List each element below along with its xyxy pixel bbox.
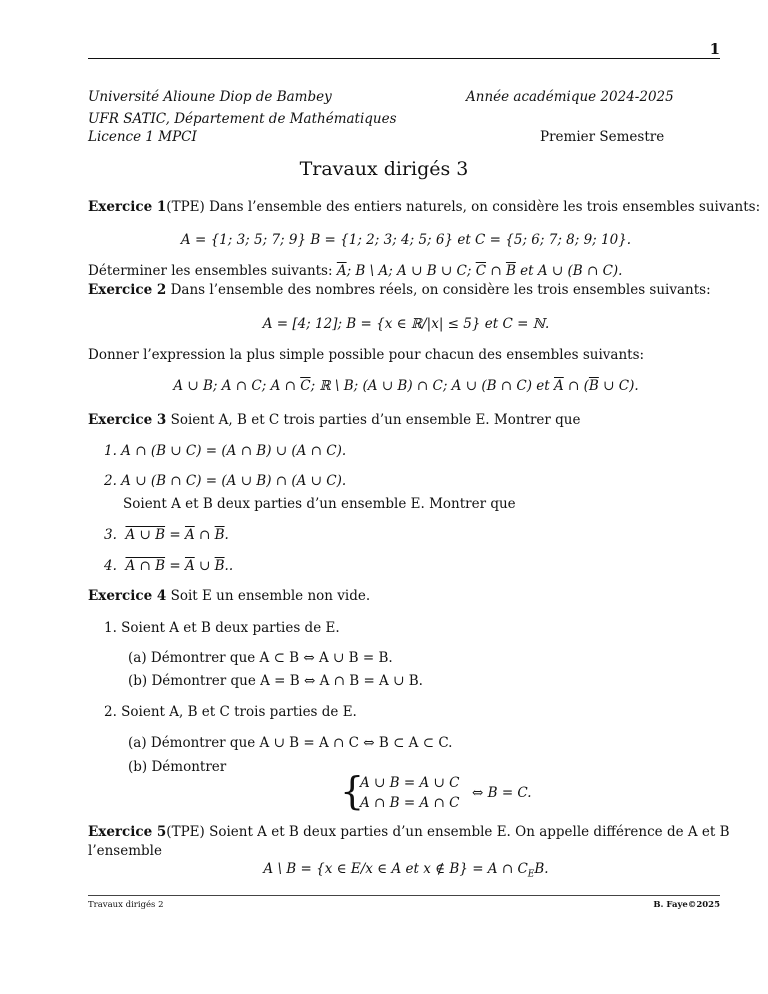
exercise-2-intro	[88, 282, 711, 298]
complement-a: $\overline{A}$	[184, 558, 195, 574]
expr-complement-a: $\overline{A}$	[554, 378, 564, 394]
definition-text: A \ B = {x ∈ E/x ∈ A et x ∉ B} = A ∩ C	[263, 861, 528, 877]
expr-part-b: ; ℝ \ B; (A ∪ B) ∩ C; A ∪ (B ∩ C) et	[310, 378, 554, 394]
expr-complement-b: $\overline{B}$	[588, 378, 599, 394]
page-title: Travaux dirigés 3	[299, 158, 469, 180]
footer-rule	[88, 895, 720, 896]
exercise-4-item-2: 2. Soient A, B et C trois parties de E.	[104, 704, 357, 720]
exercise-4-item-2b: (b) Démontrer	[128, 759, 227, 775]
exercise-3-item-1: 1. A ∩ (B ∪ C) = (A ∩ B) ∪ (A ∩ C).	[104, 443, 347, 459]
exercise-4-intro	[88, 588, 370, 604]
intersection-complement: A ∩ B	[125, 558, 166, 574]
department: UFR SATIC, Département de Mathématiques	[88, 111, 397, 127]
exercise-3-item-2: 2. A ∪ (B ∩ C) = (A ∪ B) ∩ (A ∪ C).	[104, 473, 347, 489]
exercise-2-expressions	[0, 378, 768, 394]
exercise-1-sets: A = {1; 3; 5; 7; 9} B = {1; 2; 3; 4; 5; 6} et C = {5; 6; 7; 8; 9; 10}.	[180, 232, 632, 248]
exercise-4-item-1: 1. Soient A et B deux parties de E.	[104, 620, 340, 636]
exercise-3-sub-intro: Soient A et B deux parties d’un ensemble E. Montrer que	[123, 496, 516, 512]
item-number: 4.	[104, 558, 117, 574]
exercise-3-label: Exercice 3	[88, 412, 167, 428]
exercise-4-item-1b: (b) Démontrer que A = B ⇔ A ∩ B = A ∪ B.	[128, 673, 423, 689]
university-name: Université Alioune Diop de Bambey	[88, 89, 332, 105]
exercise-5-intro-2: l’ensemble	[88, 843, 162, 859]
academic-year: Année académique 2024-2025	[466, 89, 674, 105]
exercise-3-item-3: 3. A ∪ $B = \overline{A}$ ∩ $\overline{B}$.	[104, 527, 229, 543]
complement-b: $\overline{B}$	[214, 558, 225, 574]
exercise-1-intro	[88, 199, 760, 215]
exercise-5-intro	[88, 824, 730, 840]
exercise-4-text: Soit E un ensemble non vide.	[166, 588, 371, 604]
union-complement: A ∪ B	[125, 527, 166, 543]
exercise-3-intro	[88, 412, 580, 428]
exercise-1-label: Exercice 1	[88, 199, 167, 215]
exercise-1-task	[88, 263, 622, 279]
exercise-4-label: Exercice 4	[88, 588, 167, 604]
system-line-2: A ∩ B = A ∩ C	[360, 795, 460, 811]
exercise-5-definition	[0, 861, 768, 880]
exercise-2-sets: A = [4; 12]; B = {x ∈ ℝ/|x| ≤ 5} et C = ℕ.	[262, 316, 550, 332]
task-end: et A ∪ (B ∩ C).	[515, 263, 623, 279]
exercise-1-text: (TPE) Dans l’ensemble des entiers naturels, on considère les trois ensembles suivants:	[166, 199, 761, 215]
complement-c: $\overline{C}$	[475, 263, 487, 279]
exercise-5-text: (TPE) Soient A et B deux parties d’un ensemble E. On appelle différence de A et B	[166, 824, 730, 840]
system-result: ⇔ B = C.	[472, 785, 532, 801]
complement-b: $\overline{B}$	[214, 527, 225, 543]
item-number: 3.	[104, 527, 117, 543]
exercise-2-label: Exercice 2	[88, 282, 167, 298]
task-cap: ∩	[486, 263, 506, 279]
exercise-4-item-2a: (a) Démontrer que A ∪ B = A ∩ C ⇔ B ⊂ A ⊂ C.	[128, 735, 453, 751]
left-brace: {	[340, 769, 365, 813]
header-rule	[88, 58, 720, 59]
expr-part-a: A ∪ B; A ∩ C; A ∩	[173, 378, 301, 394]
system-line-1: A ∪ B = A ∪ C	[360, 775, 460, 791]
task-prefix: Déterminer les ensembles suivants:	[88, 263, 337, 279]
exercise-2-text: Dans l’ensemble des nombres réels, on considère les trois ensembles suivants:	[166, 282, 711, 298]
task-mid: ; B \ A; A ∪ B ∪ C;	[346, 263, 476, 279]
footer-left: Travaux dirigés 2	[88, 900, 164, 910]
exercise-3-text: Soient A, B et C trois parties d’un ensemble E. Montrer que	[166, 412, 581, 428]
footer-right: B. Faye©2025	[653, 900, 720, 910]
expr-end: ∪ C).	[598, 378, 639, 394]
page-number: 1	[709, 40, 720, 58]
complement-b: $\overline{B}$	[505, 263, 516, 279]
definition-subscript: E	[527, 869, 535, 880]
exercise-5-label: Exercice 5	[88, 824, 167, 840]
expr-complement-c: $\overline{C}$	[300, 378, 311, 394]
exercise-3-item-4: 4. A ∩ $B = \overline{A}$ ∪ $\overline{B}$..	[104, 558, 234, 574]
expr-mid: ∩ (	[563, 378, 589, 394]
complement-a: $\overline{A}$	[336, 263, 347, 279]
exercise-2-task: Donner l’expression la plus simple possible pour chacun des ensembles suivants:	[88, 347, 645, 363]
level: Licence 1 MPCI	[88, 129, 197, 145]
exercise-4-item-1a: (a) Démontrer que A ⊂ B ⇔ A ∪ B = B.	[128, 650, 393, 666]
complement-a: $\overline{A}$	[184, 527, 195, 543]
semester: Premier Semestre	[540, 129, 665, 145]
definition-end: B.	[534, 861, 549, 877]
